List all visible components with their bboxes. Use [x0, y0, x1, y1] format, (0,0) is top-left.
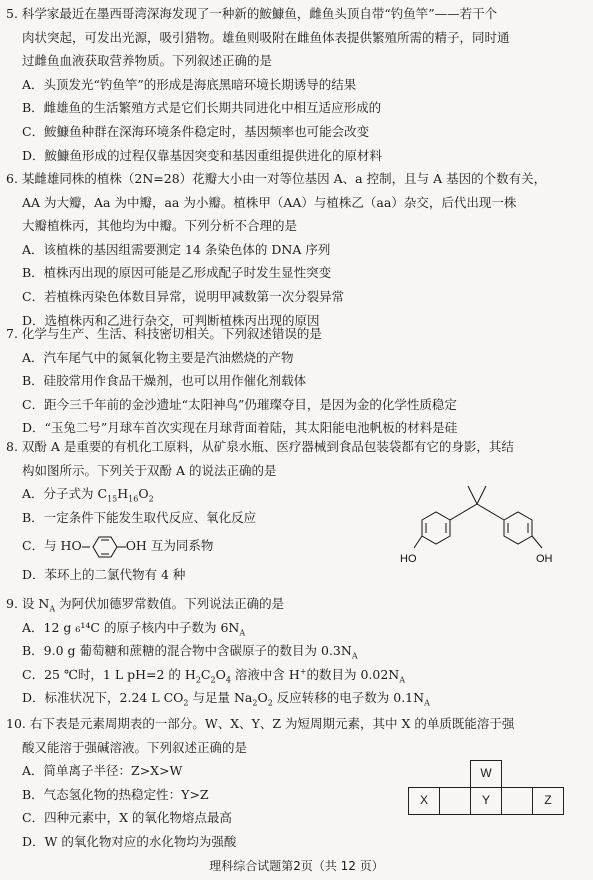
question-9-option-d: [6, 686, 579, 710]
hydroxyl-label-right: OH: [536, 553, 553, 565]
formula-subscript: 2: [148, 494, 154, 504]
question-10-option-c: C．四种元素中，X 的氧化物熔点最高: [22, 810, 232, 826]
option-text: D．标准状况下，2.24 L CO: [22, 690, 184, 706]
subscript: 2: [267, 698, 273, 708]
question-5-stem-line: 肉状突起，可发出光源，吸引猎物。雄鱼则吸附在雌鱼体表提供繁殖所需的精子，同时通: [22, 29, 510, 45]
benzene-ring-icon: [82, 534, 126, 560]
subscript: A: [49, 604, 56, 614]
option-text: 溶液中含 H: [230, 666, 300, 682]
question-7: [6, 322, 579, 440]
question-8-stem-line: 构如图所示。下列关于双酚 A 的说法正确的是: [22, 462, 277, 478]
superscript: +: [299, 666, 307, 676]
subscript: A: [351, 651, 358, 661]
option-text: 互为同系物: [146, 538, 214, 554]
option-text: C: [200, 666, 211, 682]
question-8-stem-line: 8. 双酚 A 是重要的有机化工原料，从矿泉水瓶、医疗器械到食品包装袋都有它的身影，其结: [6, 439, 514, 454]
subscript: 2: [195, 675, 201, 685]
question-9-option-a: [6, 616, 579, 640]
formula-text: A．分子式为 C: [22, 486, 108, 502]
subscript: A: [239, 628, 246, 638]
subscript: 2: [210, 675, 216, 685]
question-7-option-a: A．汽车尾气中的氮氧化物主要是汽油燃烧的产物: [22, 349, 294, 365]
question-7-option-d: D．“玉兔二号”月球车首次实现在月球背面着陆，其太阳能电池帆板的材料是硅: [22, 420, 458, 436]
question-5-option-b: B．雌雄鱼的生活繁殖方式是它们长期共同进化中相互适应形成的: [22, 100, 382, 116]
option-text: C．25 ℃时，1 L pH=2 的 H: [22, 666, 196, 682]
question-10-stem-line: 10. 右下表是元素周期表的一部分。W、X、Y、Z 为短周期元素，其中 X 的单质既能溶于强: [6, 716, 515, 731]
option-text: OH: [125, 538, 147, 554]
option-text: O: [257, 690, 268, 706]
option-text: B．9.0 g 葡萄糖和蔗糖的混合物中含碳原子的数目为 0.3N: [22, 643, 352, 659]
page-footer: 理科综合试题第2页（共 12 页）: [209, 859, 384, 873]
question-6-stem-line: 6. 某雌雄同株的植株（2N=28）花瓣大小由一对等位基因 A、a 控制，且与 A 基因的个数有关，: [6, 171, 547, 186]
question-6: [6, 167, 579, 332]
stem-text: 为阿伏加德罗常数值。下列说法正确的是: [55, 596, 285, 611]
option-text: 反应转移的电子数为 0.1N: [272, 690, 425, 706]
question-5-stem-line: 过雌鱼血液获取营养物质。下列叙述正确的是: [22, 53, 273, 69]
subscript: A: [424, 698, 430, 708]
formula-subscript: 15: [107, 494, 118, 504]
question-6-option-b: B．植株丙出现的原因可能是乙形成配子时发生显性突变: [22, 265, 332, 281]
option-text: C．与 HO: [22, 538, 82, 554]
table-cell-x: X: [409, 788, 440, 815]
question-6-option-c: C．若植株丙染色体数目异常，说明甲减数第一次分裂异常: [22, 288, 345, 304]
question-9-stem-line: [6, 592, 579, 616]
hydroxyl-label-left: HO: [400, 553, 417, 565]
option-text: O: [215, 666, 226, 682]
subscript: 4: [225, 675, 231, 685]
question-10-stem-line: 酸又能溶于强碱溶液。下列叙述正确的是: [22, 739, 248, 755]
question-5-option-d: D．鮟鱇鱼形成的过程仅靠基因突变和基因重组提供进化的原材料: [22, 147, 383, 163]
option-text: 的原子核内中子数为 6N: [100, 619, 240, 635]
subscript: 2: [183, 698, 189, 708]
question-9: [6, 592, 579, 710]
subscript: A: [399, 675, 406, 685]
stem-text: 9. 设 N: [6, 596, 50, 611]
subscript: 2: [252, 698, 258, 708]
question-8-option-b: B．一定条件下能发生取代反应、氧化反应: [22, 509, 257, 525]
question-5-stem-line: 5. 科学家最近在墨西哥湾深海发现了一种新的鮟鱇鱼，雌鱼头顶自带“钓鱼竿”——若干个: [6, 6, 498, 21]
question-7-stem-line: 7. 化学与生产、生活、科技密切相关。下列叙述错误的是: [6, 326, 322, 341]
option-text: A．12 g: [22, 619, 76, 635]
question-6-option-a: A．该植株的基因组需要测定 14 条染色体的 DNA 序列: [22, 241, 331, 257]
table-row: [409, 788, 564, 815]
table-cell: [440, 761, 471, 788]
table-cell: [440, 788, 471, 815]
table-cell-y: Y: [471, 788, 502, 815]
formula-text: O: [138, 486, 149, 502]
option-text: 与足量 Na: [188, 690, 253, 706]
question-10-option-a: A．简单离子半径：Z>X>W: [22, 763, 183, 779]
formula-text: H: [117, 486, 129, 502]
question-10-option-b: B．气态氢化物的热稳定性：Y>Z: [22, 786, 209, 802]
table-cell: [409, 761, 440, 788]
question-5-option-a: A．头顶发光“钓鱼竿”的形成是海底黑暗环境长期诱导的结果: [22, 76, 357, 92]
question-5-option-c: C．鮟鱇鱼种群在深海环境条件稳定时，基因频率也可能会改变: [22, 123, 370, 139]
isotope-symbol: ₆¹⁴C: [75, 619, 100, 635]
option-text: 的数目为 0.02N: [306, 666, 400, 682]
table-cell-z: Z: [533, 788, 564, 815]
table-cell: [502, 761, 533, 788]
periodic-table-fragment: [408, 760, 564, 815]
question-6-stem-line: AA 为大瓣，Aa 为中瓣，aa 为小瓣。植株甲（AA）与植株乙（aa）杂交，后代出现一株: [22, 194, 517, 210]
question-9-option-b: [6, 639, 579, 663]
bisphenol-a-structure: [400, 476, 575, 576]
formula-subscript: 16: [128, 494, 139, 504]
question-6-stem-line: 大瓣植株丙，其他均为中瓣。下列分析不合理的是: [22, 218, 298, 234]
question-6-option-d: D．选植株丙和乙进行杂交，可判断植株丙出现的原因: [22, 312, 320, 328]
table-cell-w: W: [471, 761, 502, 788]
question-8-option-d: D．苯环上的二氯代物有 4 种: [22, 567, 186, 583]
question-9-option-c: [6, 663, 579, 687]
question-5: [6, 2, 579, 167]
table-cell: [502, 788, 533, 815]
question-7-option-c: C．距今三千年前的金沙遗址“太阳神鸟”仍璀璨夺目，是因为金的化学性质稳定: [22, 396, 457, 412]
question-10-option-d: D．W 的氧化物对应的水化物均为强酸: [22, 833, 237, 849]
table-cell: [533, 761, 564, 788]
question-7-option-b: B．硅胶常用作食品干燥剂，也可以用作催化剂载体: [22, 373, 307, 389]
table-row: [409, 761, 564, 788]
